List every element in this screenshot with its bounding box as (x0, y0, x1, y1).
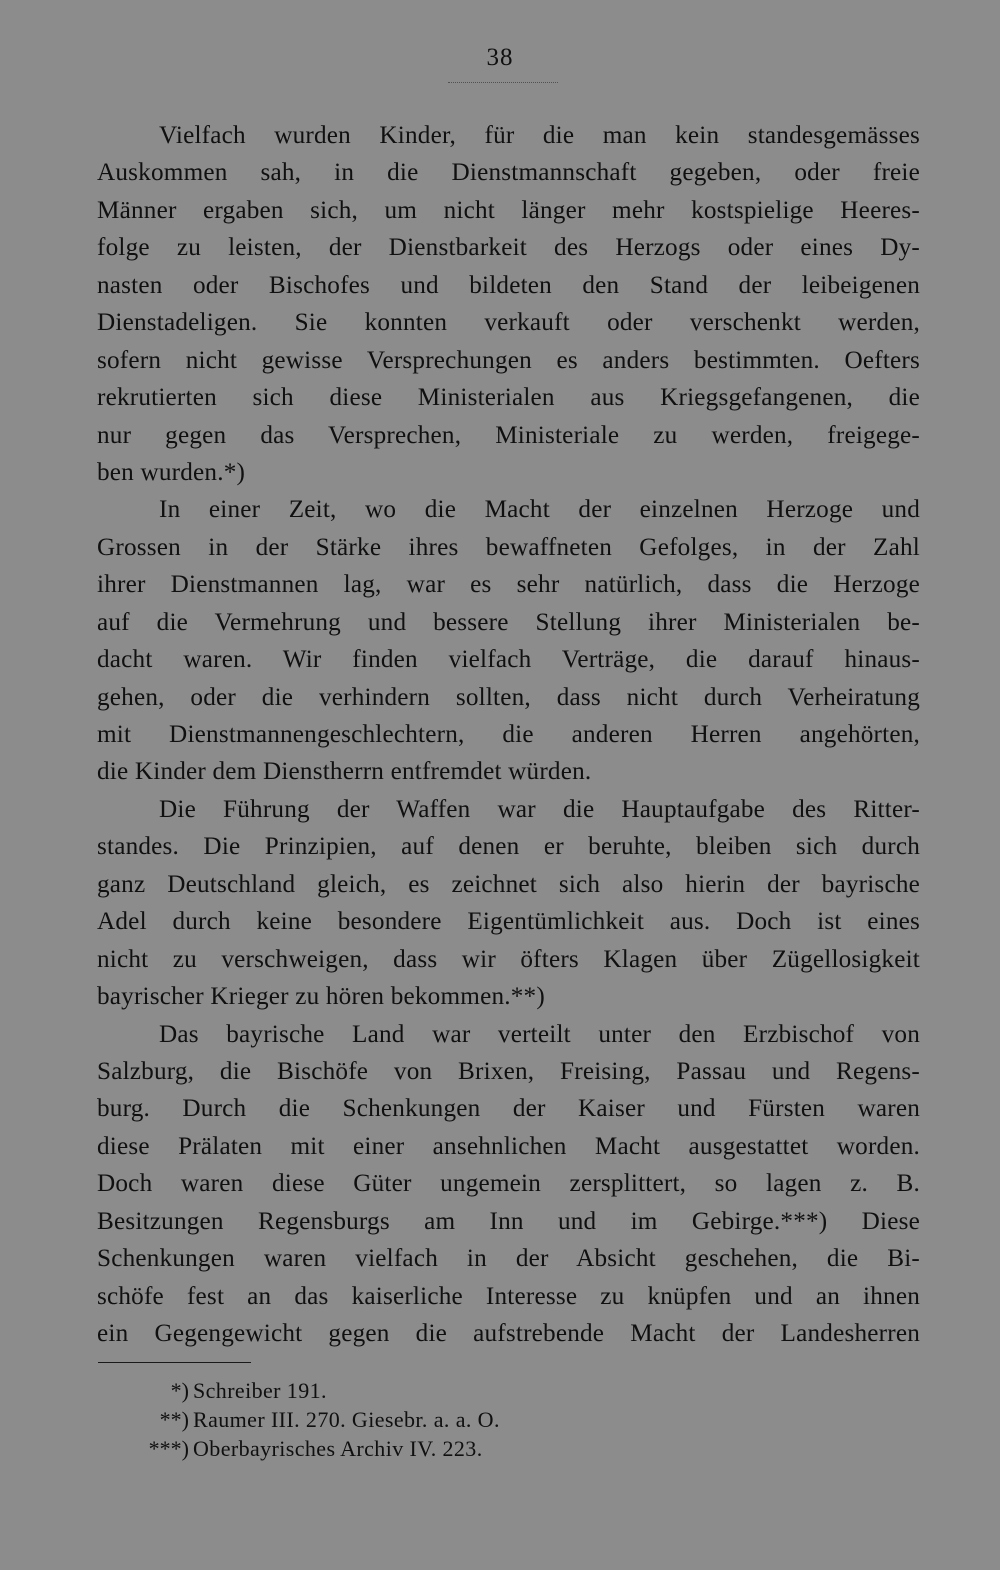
text-line: ben wurden.*) (97, 458, 246, 486)
text-line: schöfe fest an das kaiserliche Interesse zu knüpfen und an ihnen (97, 1282, 920, 1310)
text-line: folge zu leisten, der Dienstbarkeit des Herzogs oder eines Dy- (97, 234, 920, 262)
text-line: Vielfach wurden Kinder, für die man kein standesgemässes (159, 122, 920, 149)
text-line: In einer Zeit, wo die Macht der einzelnen Herzoge und (159, 496, 920, 524)
text-line: Adel durch keine besondere Eigentümlichkeit aus. Doch ist eines (97, 908, 920, 936)
text-line: rekrutierten sich diese Ministerialen aus Kriegsgefangenen, die (97, 384, 920, 412)
text-line: ein Gegengewicht gegen die aufstrebende Macht der Landesherren (97, 1320, 920, 1347)
footnote-rule (98, 1362, 251, 1363)
footnote (97, 1405, 797, 1434)
footnote-mark: **) (159, 1407, 189, 1432)
text-line: Das bayrische Land war verteilt unter den Erzbischof von (159, 1020, 920, 1048)
footnote-mark: ***) (148, 1436, 189, 1461)
text-line: nicht zu verschweigen, dass wir öfters Klagen über Zügellosigkeit (97, 945, 920, 973)
text-line: Dienstadeligen. Sie konnten verkauft oder verschenkt werden, (97, 309, 920, 337)
text-line: Die Führung der Waffen war die Hauptaufgabe des Ritter- (159, 795, 920, 823)
footnote (97, 1376, 797, 1405)
header-rule (448, 82, 558, 83)
text-line: Salzburg, die Bischöfe von Brixen, Freising, Passau und Regens- (97, 1057, 920, 1085)
footnote-text: Schreiber 191. (193, 1378, 327, 1403)
text-line: Grossen in der Stärke ihres bewaffneten Gefolges, in der Zahl (97, 533, 920, 561)
text-line: ganz Deutschland gleich, es zeichnet sich also hierin der bayrische (97, 870, 920, 898)
text-line: diese Prälaten mit einer ansehnlichen Macht ausgestattet worden. (97, 1132, 920, 1160)
text-line: burg. Durch die Schenkungen der Kaiser und Fürsten waren (97, 1095, 920, 1123)
text-line: Besitzungen Regensburgs am Inn und im Gebirge.***) Diese (97, 1207, 920, 1235)
text-line: auf die Vermehrung und bessere Stellung ihrer Ministerialen be- (97, 608, 920, 636)
text-line: gehen, oder die verhindern sollten, dass nicht durch Verheiratung (97, 683, 920, 711)
text-line: Auskommen sah, in die Dienstmannschaft gegeben, oder freie (97, 159, 920, 187)
page-number: 38 (486, 44, 514, 71)
text-line: nur gegen das Versprechen, Ministeriale zu werden, freigege- (97, 421, 920, 449)
text-line: Schenkungen waren vielfach in der Absicht geschehen, die Bi- (97, 1245, 920, 1273)
text-line: bayrischer Krieger zu hören bekommen.**) (97, 983, 545, 1011)
text-line: mit Dienstmannengeschlechtern, die anderen Herren angehörten, (97, 721, 920, 748)
footnote-mark: *) (170, 1378, 189, 1403)
text-line: Männer ergaben sich, um nicht länger mehr kostspielige Heeres- (97, 196, 920, 224)
body-text (97, 117, 920, 1352)
footnotes (97, 1376, 797, 1463)
text-line: nasten oder Bischofes und bildeten den Stand der leibeigenen (97, 271, 920, 299)
footnote (97, 1434, 797, 1463)
text-line: sofern nicht gewisse Versprechungen es anders bestimmten. Oefters (97, 346, 920, 374)
text-line: dacht waren. Wir finden vielfach Verträge, die darauf hinaus- (97, 646, 920, 674)
footnote-text: Oberbayrisches Archiv IV. 223. (193, 1436, 483, 1461)
text-line: ihrer Dienstmannen lag, war es sehr natürlich, dass die Herzoge (97, 571, 920, 599)
footnote-text: Raumer III. 270. Giesebr. a. a. O. (193, 1407, 500, 1432)
text-line: die Kinder dem Dienstherrn entfremdet würden. (97, 758, 592, 786)
text-line: Doch waren diese Güter ungemein zersplittert, so lagen z. B. (97, 1170, 920, 1198)
text-line: standes. Die Prinzipien, auf denen er beruhte, bleiben sich durch (97, 833, 920, 861)
